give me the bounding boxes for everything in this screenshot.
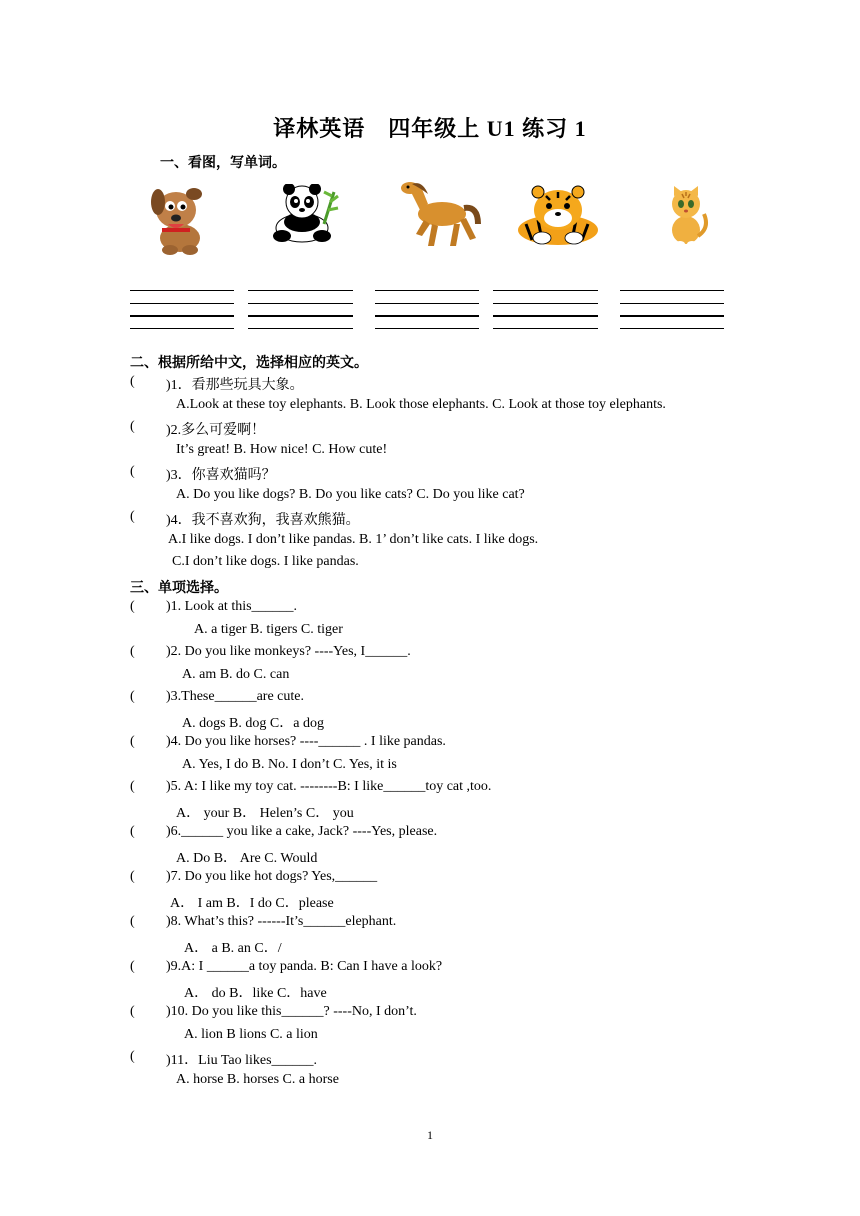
s3-question-options: A. a tiger B. tigers C. tiger [194,622,343,637]
s3-question-text: )4. Do you like horses? ----______ . I like pandas. [166,734,446,749]
s3-question-options: A. Yes, I do B. No. I don’t C. Yes, it is [182,757,397,772]
s2-q4-paren: ( [130,509,135,524]
panda-picture [272,184,340,244]
cat-picture [666,186,710,248]
s2-q3-text: )3．你喜欢猫吗？ [166,468,276,483]
s3-question-text: )7. Do you like hot dogs? Yes,______ [166,869,378,884]
s3-question-text: )8. What’s this? ------It’s______elephant. [166,914,397,929]
s2-q4-text: )4．我不喜欢狗，我喜欢熊猫。 [166,513,360,528]
s3-question-text: )9.A: I ______a toy panda. B: Can I have a look? [166,959,443,974]
s3-question-text: )3.These______are cute. [166,689,304,704]
s2-q2-paren: ( [130,419,135,434]
s3-question-options: A. lion B lions C. a lion [184,1027,318,1042]
section1-heading: 一、看图，写单词。 [160,155,286,171]
s3-question-options: A. am B. do C. can [182,667,290,682]
s3-question-options: A. horse B. horses C. a horse [176,1072,339,1087]
s2-q4-options-b: C.I don’t like dogs. I like pandas. [172,554,359,569]
s3-question-options: A． I am B．I do C．please [170,896,334,911]
horse-picture [398,180,482,250]
s3-question-paren: ( [130,914,135,929]
s2-q2-options: It’s great! B. How nice! C. How cute! [176,442,388,457]
s2-q3-paren: ( [130,464,135,479]
s2-q4-options-a: A.I like dogs. I don’t like pandas. B. 1’ don’t like cats. I like dogs. [168,532,539,547]
s3-question-paren: ( [130,1004,135,1019]
s3-question-options: A. Do B． Are C. Would [176,851,318,866]
s3-question-text: )5. A: I like my toy cat. --------B: I like______toy cat ,too. [166,779,492,794]
s2-q1-options: A.Look at these toy elephants. B. Look those elephants. C. Look at those toy elephants. [176,397,666,412]
s2-q1-paren: ( [130,374,135,389]
dog-picture [150,180,206,256]
s3-question-options: A． your B． Helen’s C． you [176,806,354,821]
s2-q2-text: )2.多么可爱啊！ [166,423,266,438]
section2-heading: 二、根据所给中文，选择相应的英文。 [130,355,368,371]
s3-question-paren: ( [130,959,135,974]
s3-question-text: )11．Liu Tao likes______. [166,1053,318,1068]
s3-question-paren: ( [130,869,135,884]
s3-question-paren: ( [130,734,135,749]
tiger-picture [516,184,600,246]
section3-heading: 三、单项选择。 [130,580,228,596]
s3-question-paren: ( [130,1049,135,1064]
s3-question-paren: ( [130,779,135,794]
s2-q3-options: A. Do you like dogs? B. Do you like cats? C. Do you like cat? [176,487,525,502]
s3-question-paren: ( [130,824,135,839]
s3-question-text: )1. Look at this______. [166,599,298,614]
page-title: 译林英语 四年级上 U1 练习 1 [273,116,587,141]
s2-q1-text: )1．看那些玩具大象。 [166,378,304,393]
s3-question-paren: ( [130,644,135,659]
s3-question-text: )10. Do you like this______? ----No, I don’t. [166,1004,417,1019]
s3-question-options: A. dogs B. dog C．a dog [182,716,324,731]
s3-question-paren: ( [130,689,135,704]
s3-question-paren: ( [130,599,135,614]
s3-question-options: A． do B．like C．have [184,986,327,1001]
s3-question-text: )6.______ you like a cake, Jack? ----Yes, please. [166,824,438,839]
s3-question-options: A． a B. an C．/ [184,941,282,956]
s3-question-text: )2. Do you like monkeys? ----Yes, I______. [166,644,411,659]
page-number: 1 [427,1128,433,1142]
